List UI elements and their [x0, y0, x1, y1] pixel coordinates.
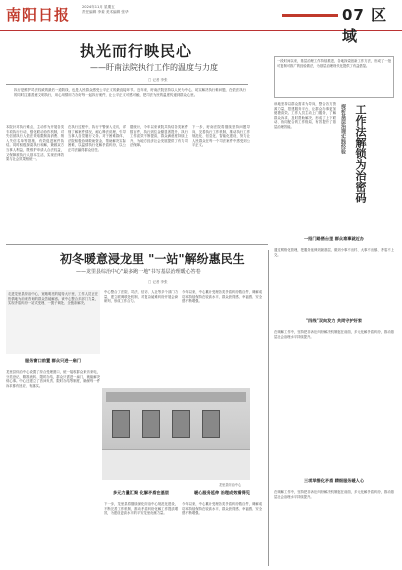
photo-caption: 龙里县综治中心	[218, 483, 242, 487]
photo-window	[112, 410, 130, 438]
section-label	[342, 4, 402, 46]
main-rule	[6, 84, 248, 85]
main-body-col1: 本院针对执行难点，主动作为开展各类专项执行行动，强化联动协作机制，对失信被执行人依法采取限制高消费、纳入失信名单等措施，有效促进案件执结。同时积极探索执行和解，兼顾双方当事人利益，既维护申请人合法权益，又保障被执行人基本生活，实现法律效果与社会效果相统一。	[6, 125, 64, 162]
lower-body-d: 下一步，龙里县将继续深化综治中心规范化建设，不断完善工作机制，推动矛盾纠纷化解工作提质增效，为建设更高水平的平安龙里贡献力量。	[104, 502, 178, 516]
lower-section-3: 暖心服务延伸 治理成效看得见	[194, 490, 250, 495]
photo-counter	[102, 449, 250, 480]
side-section-3: 三项举措化矛盾 精细服务暖人心	[303, 478, 365, 483]
main-headline: 执光而行映民心	[80, 42, 193, 60]
main-body-col2: 在执行过程中，执行干警深入走访，详细了解案件情况，耐心释法说理，引导当事人自觉履行义务。对于困难群体，法院积极协调救助资金，帮助解决实际困难，以温情执行化解矛盾纠纷，以公正司法赢得群众信任。	[68, 125, 126, 152]
edition-text: 责任编辑 李姜 美术编辑 张华	[82, 9, 129, 14]
main-body-col4: 下一步，盱南法院将继续坚持问题导向，完善执行工作机制，推动执行工作规范化、信息化、智能化建设，努力让人民群众在每一个司法案件中感受到公平正义。	[192, 125, 250, 148]
side-section-2: "四线"双向发力 共同守护好家	[305, 318, 363, 323]
lower-body-a: 龙里县综治中心设置了综合受理窗口，统一接收群众来访来电，分类登记、精准流转、限时办结，群众只需进一扇门，就能解决烦心事。中心还建立了首问负责、限时办结等制度，确保每一件诉求都有回应、有落实。	[6, 370, 100, 388]
main-lead: 执行是维护司法权威的最后一道防线，也是人民群众感受公平正义的最直接环节。近年来，盱南法院坚持以人民为中心，切实解决执行难问题，在依法执行的同时注重善意文明执行，用心用情用力办好每一起执行案件，让公平正义可感可触，把司法为民的温度传递到群众心里。	[14, 88, 246, 97]
lower-byline: □ 记者 李张	[148, 280, 168, 284]
section-title: 区 域	[342, 6, 388, 45]
photo-ceiling	[106, 392, 246, 402]
lower-body-c: 今年以来，中心累计受理各类矛盾纠纷数百件，调解成功率持续保持在较高水平，群众获得感、幸福感、安全感不断增强。	[182, 290, 262, 304]
main-body-col3: 据统计，今年以来该院共执结各类案件数百件，执行到位金额显著提升，执行工作质效不断提高，群众满意度持续上升，为地方经济社会发展提供了有力司法保障。	[130, 125, 188, 148]
date-line	[82, 5, 142, 14]
lower-section-1: 服务窗口前置 群众只进一扇门	[25, 358, 81, 363]
side-body-1: 该地坚持以群众需求为导向，整合各方资源力量，搭建服务平台，让群众办事更加便捷高效。工作人员主动上门服务，了解群众诉求，及时帮助解决，形成了上下联动、协同配合的工作格局，有效提升了基层治理效能。	[274, 102, 336, 129]
lower-subheadline: ——龙里县综治中心"最多跑一地"书写基层治理暖心答卷	[76, 269, 201, 275]
lower-lead: 走进龙里县综治中心，宽敞明亮的接待大厅里，工作人员正在热情地为前来咨询的群众答疑解惑。该中心整合多部门力量，实现矛盾纠纷一站式受理、一揽子调处、全链条解决。	[6, 290, 100, 354]
main-subheadline: ——盱南法院执行工作的温度与力度	[90, 63, 218, 72]
section-rule	[282, 14, 338, 17]
side-vertical-title: 工作法解锁为治密码	[354, 104, 367, 203]
section-number: 07	[342, 6, 365, 24]
lower-body-e: 今年以来，中心累计受理各类矛盾纠纷数百件，调解成功率持续保持在较高水平，群众获得感、幸福感、安全感不断增强。	[182, 502, 262, 516]
lower-section-2: 多元力量汇聚 化解矛盾在基层	[113, 490, 169, 495]
section-divider	[6, 244, 268, 245]
lower-body-b: 中心整合了法院、司法、信访、人社等多个部门力量，建立联调联处机制，对复杂疑难纠纷开展会商研判，形成工作合力。	[104, 290, 178, 304]
side-body-2: 通过网格化管理，把服务延伸到最基层，做到小事不出村、大事不出镇、矛盾不上交。	[274, 248, 394, 257]
side-section-1: 一招门路搭台里 群众难事就近办	[303, 236, 365, 241]
photo-window	[142, 410, 160, 438]
date-text: 2024年11月 星期五	[82, 5, 115, 9]
photo-window	[172, 410, 190, 438]
lower-headline: 初冬暖意浸龙里 "一站"解纷惠民生	[60, 252, 245, 266]
office-photo	[102, 388, 250, 480]
column-divider	[268, 250, 269, 566]
side-box: 一段时间以来，基层治理工作持续推进，各地探索创新工作方法，形成了一批可复制可推广的经验做法，为基层治理现代化提供了有益借鉴。	[274, 56, 394, 98]
masthead	[0, 0, 402, 45]
paper-logo: 南阳日报	[6, 6, 71, 24]
photo-window	[202, 410, 220, 438]
main-byline: □ 记者 李张	[148, 78, 168, 82]
side-body-3: 在调解工作中，坚持把非诉讼纠纷解决机制挺在前面，多元化解矛盾纠纷，推动基层社会治理水平持续提升。	[274, 330, 394, 339]
side-body-4: 在调解工作中，坚持把非诉讼纠纷解决机制挺在前面，多元化解矛盾纠纷，推动基层社会治理水平持续提升。	[274, 490, 394, 499]
side-kicker: 探析基层治理实践经验	[340, 104, 346, 154]
section-header	[282, 4, 402, 45]
